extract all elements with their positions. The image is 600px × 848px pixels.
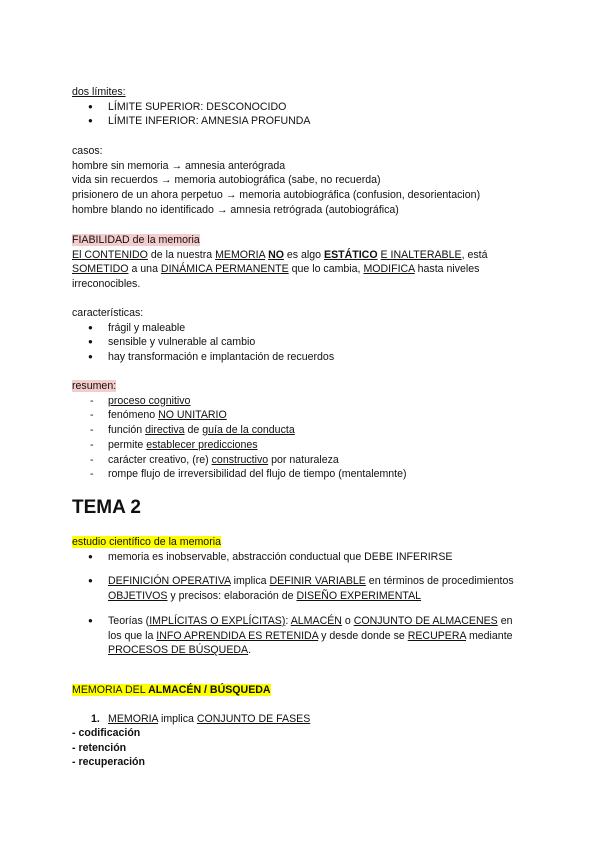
phase-list (72, 726, 145, 770)
reliability-line-3: irreconocibles. (72, 278, 141, 291)
summary-heading: resumen: (72, 380, 117, 392)
reliability-section (72, 233, 488, 292)
study-list (72, 550, 520, 658)
list-item: ● LÍMITE SUPERIOR: DESCONOCIDO (72, 100, 311, 115)
list-item: - rompe flujo de irreversibilidad del flujo de tiempo (mentalemnte) (72, 467, 407, 482)
limits-list (72, 100, 311, 129)
summary-section (72, 379, 407, 482)
case-line: prisionero de un ahora perpetuo → memoria autobiográfica (confusion, desorientacion) (72, 189, 481, 202)
reliability-line-2: SOMETIDO a una DINÁMICA PERMANENTE que lo cambia, MODIFICA hasta niveles (72, 263, 480, 276)
features-list (72, 321, 334, 365)
summary-list (72, 394, 407, 482)
study-section (72, 535, 520, 668)
list-item: ● hay transformación e implantación de recuerdos (72, 350, 334, 365)
reliability-heading: FIABILIDAD de la memoria (72, 234, 200, 246)
features-heading: características: (72, 307, 144, 319)
features-section (72, 306, 334, 365)
list-item: ● frágil y maleable (72, 321, 334, 336)
list-item: ● sensible y vulnerable al cambio (72, 335, 334, 350)
case-line: hombre sin memoria → amnesia anterógrada (72, 159, 286, 172)
numbered-item: 1. MEMORIA implica CONJUNTO DE FASES (91, 712, 311, 725)
list-item: - carácter creativo, (re) constructivo por naturaleza (72, 453, 407, 468)
list-item: - función directiva de guía de la conducta (72, 423, 407, 438)
section-title: TEMA 2 (72, 497, 141, 518)
list-item: - permite establecer predicciones (72, 438, 407, 453)
list-item: - retención (72, 741, 127, 754)
list-item: ● Teorías (IMPLÍCITAS O EXPLÍCITAS): ALMACÉN o CONJUNTO DE ALMACENES en los que la INFO APRENDIDA ES RETENIDA y desde donde se RECUPERA mediante PROCESOS DE BÚSQUEDA. (72, 614, 520, 658)
case-line: hombre blando no identificado → amnesia retrógrada (autobiográfica) (72, 203, 399, 216)
list-item: - fenómeno NO UNITARIO (72, 408, 407, 423)
storage-heading: MEMORIA DEL ALMACÉN / BÚSQUEDA (72, 684, 271, 696)
cases-heading: casos: (72, 145, 103, 157)
storage-section (72, 683, 310, 726)
list-item: - recuperación (72, 756, 146, 769)
list-item: ● LÍMITE INFERIOR: AMNESIA PROFUNDA (72, 114, 311, 129)
list-item: - codificación (72, 727, 141, 739)
limits-section (72, 85, 311, 129)
item-number: 1. (91, 712, 100, 725)
cases-section (72, 144, 480, 218)
reliability-line-1: El CONTENIDO de la nuestra MEMORIA NO es algo ESTÁTICO E INALTERABLE, está (72, 248, 488, 261)
list-item: ● DEFINICIÓN OPERATIVA implica DEFINIR VARIABLE en términos de procedimientos OBJETIVOS y precisos: elaboración de DISEÑO EXPERIMENTAL (72, 574, 520, 603)
study-heading: estudio científico de la memoria (72, 536, 221, 548)
list-item: - proceso cognitivo (72, 394, 407, 409)
case-line: vida sin recuerdos → memoria autobiográfica (sabe, no recuerda) (72, 174, 381, 187)
list-item: ● memoria es inobservable, abstracción conductual que DEBE INFERIRSE (72, 550, 520, 565)
limits-heading: dos límites: (72, 86, 126, 98)
